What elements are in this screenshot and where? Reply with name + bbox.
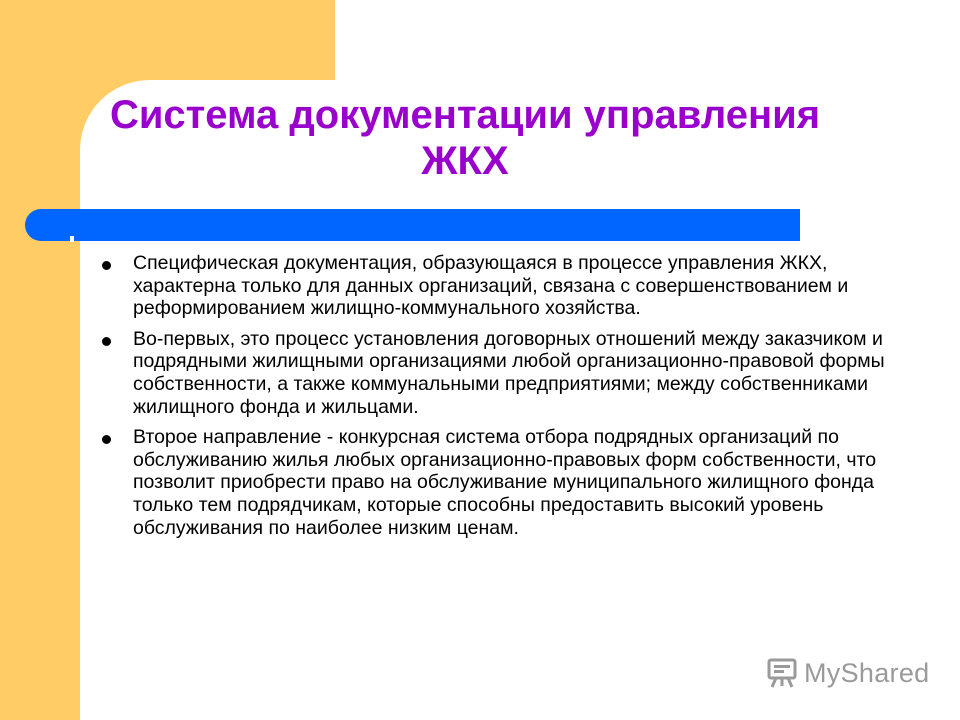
presentation-board-icon (766, 656, 800, 690)
slide-title (100, 92, 830, 184)
slide-title-line-1: Система документации управления (109, 93, 821, 137)
bullet-dot-icon (102, 435, 111, 444)
bullet-dot-icon (102, 261, 111, 270)
watermark-logo (766, 656, 929, 690)
title-divider-bar (25, 209, 800, 241)
bullet-text: Второе направление - конкурсная система отбора подрядных организаций по обслуживанию жилья любых организационно-правовых форм собственности, что позволит приобрести право на обслуживание муниципального жилищного фонда только тем подрядчикам, которые способны предоставить высокий уровень обслуживания по наиболее низким ценам. (133, 426, 877, 539)
bullet-text: Специфическая документация, образующаяся в процессе управления ЖКХ, характерна только для данных организаций, связана с совершенствованием и реформированием жилищно-коммунального хозяйства. (133, 252, 849, 320)
bullet-text: Во-первых, это процесс установления договорных отношений между заказчиком и подрядными жилищными организациями любой организационно-правовой формы собственности, а также коммунальными предприятиями; между собственниками жилищного фонда и жильцами. (133, 327, 885, 418)
bullet-item (100, 252, 900, 320)
bullet-list (100, 252, 900, 547)
slide-title-line-2: ЖКХ (421, 139, 509, 183)
bullet-item (100, 426, 900, 539)
watermark-text: MyShared (804, 657, 930, 688)
bullet-dot-icon (102, 337, 111, 346)
divider-notch (70, 236, 74, 242)
bullet-item (100, 328, 900, 418)
